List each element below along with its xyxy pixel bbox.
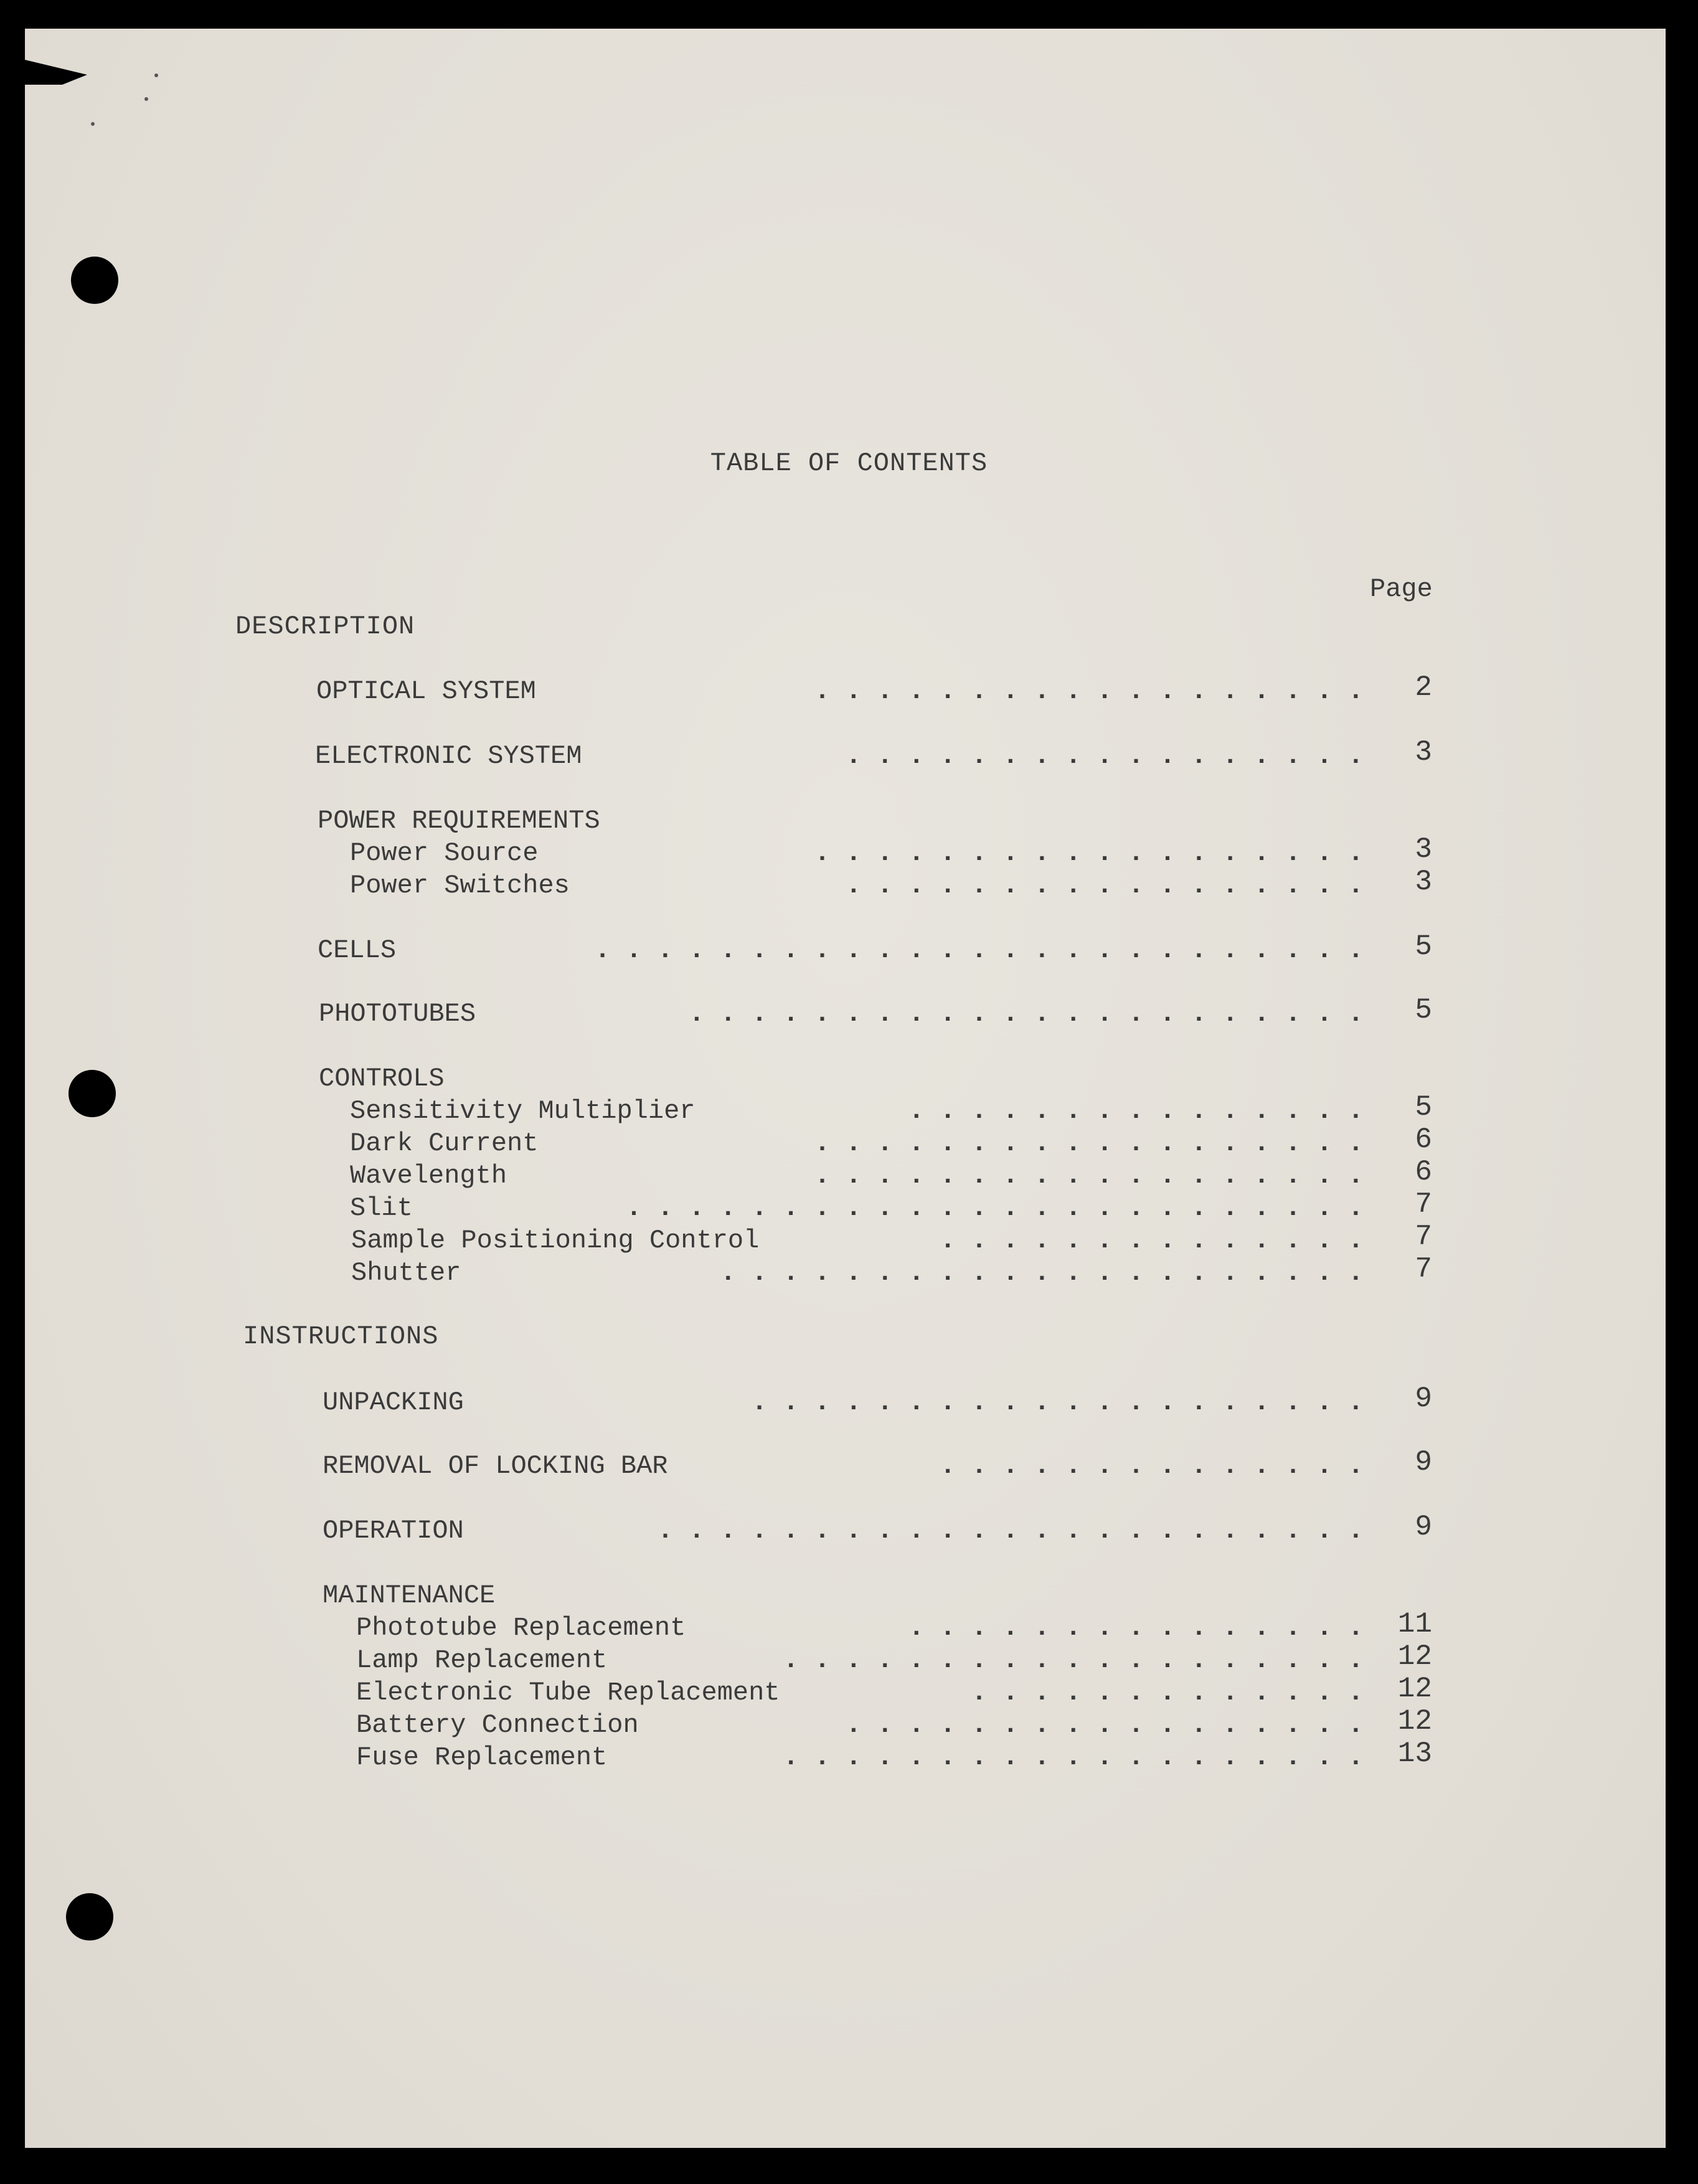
page-title: TABLE OF CONTENTS [710,448,988,478]
toc-entry-page: 7 [1415,1221,1432,1253]
binder-hole [71,257,118,304]
leader-dots: . . . . . . . . . . . . . . . [908,1613,1364,1643]
toc-entry-label: PHOTOTUBES [319,999,476,1029]
toc-entry-page: 9 [1415,1383,1432,1415]
leader-dots: . . . . . . . . . . . . . . . [908,1096,1364,1126]
leader-dots: . . . . . . . . . . . . . . . . . . [814,676,1364,706]
page-column-label: Page [1370,574,1433,604]
toc-entry-label: ELECTRONIC SYSTEM [315,741,582,771]
toc-subheading [0,1581,1698,1613]
toc-entry-label: REMOVAL OF LOCKING BAR [323,1451,668,1481]
leader-dots: . . . . . . . . . . . . . . . . . . [814,838,1364,868]
toc-entry[interactable] [0,930,1698,968]
toc-entry[interactable] [0,833,1698,871]
toc-entry-page: 9 [1415,1446,1432,1478]
toc-entry-page: 9 [1415,1511,1432,1543]
toc-entry-page: 7 [1415,1188,1432,1221]
paper-speck [91,122,95,126]
toc-entry-page: 13 [1397,1737,1432,1770]
section-heading-instructions: INSTRUCTIONS [243,1321,439,1351]
toc-entry-page: 3 [1415,866,1432,898]
leader-dots: . . . . . . . . . . . . . . . . . . [814,1161,1364,1191]
leader-dots: . . . . . . . . . . . . . . [940,1226,1364,1255]
toc-entry[interactable] [0,866,1698,903]
toc-entry-label: UNPACKING [323,1387,464,1417]
toc-subheading [0,806,1698,838]
toc-entry[interactable] [0,994,1698,1031]
toc-entry-label: Phototube Replacement [356,1613,686,1643]
toc-entry-label: Electronic Tube Replacement [356,1678,780,1708]
leader-dots: . . . . . . . . . . . . . . . . . . . . . . . . [626,1193,1364,1223]
section-heading-description: DESCRIPTION [235,612,415,641]
leader-dots: . . . . . . . . . . . . . . . . . . . [783,1645,1364,1675]
paper-speck [154,73,158,77]
toc-entry-page: 3 [1415,833,1432,866]
toc-entry-page: 12 [1397,1673,1432,1705]
toc-entry-page: 6 [1415,1123,1432,1156]
toc-entry[interactable] [0,1737,1698,1775]
paper-speck [144,97,148,101]
leader-dots: . . . . . . . . . . . . . . . . . . . [783,1742,1364,1772]
toc-subheading-label: MAINTENANCE [323,1581,496,1610]
toc-entry-page: 6 [1415,1156,1432,1188]
toc-entry[interactable] [0,1673,1698,1710]
leader-dots: . . . . . . . . . . . . . . . . . . . . [752,1387,1364,1417]
toc-entry-page: 3 [1415,736,1432,768]
toc-entry[interactable] [0,736,1698,773]
toc-entry[interactable] [0,1221,1698,1258]
toc-entry-label: Dark Current [350,1128,539,1158]
leader-dots: . . . . . . . . . . . . . . . . . [846,741,1364,771]
toc-entry[interactable] [0,671,1698,709]
toc-entry-label: Slit [350,1193,413,1223]
toc-entry-label: Battery Connection [356,1710,639,1740]
toc-entry-label: Power Source [350,838,539,868]
toc-entry[interactable] [0,1705,1698,1742]
toc-subheading-label: CONTROLS [319,1064,445,1094]
toc-entry[interactable] [0,1446,1698,1483]
toc-entry[interactable] [0,1383,1698,1420]
leader-dots: . . . . . . . . . . . . . . . . . . . . . . [689,999,1364,1029]
toc-entry-page: 11 [1397,1608,1432,1640]
leader-dots: . . . . . . . . . . . . . . [940,1451,1364,1481]
toc-subheading-label: POWER REQUIREMENTS [318,806,600,836]
toc-entry-label: Fuse Replacement [356,1742,608,1772]
leader-dots: . . . . . . . . . . . . . . . . . . . . . . . [657,1516,1364,1546]
toc-entry-page: 5 [1415,1091,1432,1123]
toc-entry-page: 12 [1397,1640,1432,1673]
toc-entry-label: OPTICAL SYSTEM [316,676,536,706]
toc-entry[interactable] [0,1640,1698,1678]
toc-entry-page: 12 [1397,1705,1432,1737]
toc-entry-label: Sensitivity Multiplier [350,1096,696,1126]
toc-entry-label: Power Switches [350,871,570,901]
toc-entry[interactable] [0,1123,1698,1161]
leader-dots: . . . . . . . . . . . . . . . . . [846,871,1364,901]
toc-entry-label: Sample Positioning Control [351,1226,760,1255]
leader-dots: . . . . . . . . . . . . . . . . . . . . . [720,1258,1364,1288]
leader-dots: . . . . . . . . . . . . . [971,1678,1364,1708]
toc-entry-label: Wavelength [350,1161,507,1191]
toc-entry[interactable] [0,1253,1698,1290]
toc-entry-label: OPERATION [323,1516,464,1546]
toc-entry[interactable] [0,1188,1698,1226]
toc-entry-label: Lamp Replacement [356,1645,608,1675]
binder-hole [66,1893,113,1941]
toc-entry-label: Shutter [351,1258,461,1288]
toc-entry-page: 5 [1415,930,1432,963]
toc-subheading [0,1064,1698,1096]
toc-entry-page: 7 [1415,1253,1432,1285]
toc-entry-label: CELLS [318,935,397,965]
toc-entry[interactable] [0,1511,1698,1548]
toc-entry[interactable] [0,1091,1698,1128]
toc-entry[interactable] [0,1608,1698,1645]
leader-dots: . . . . . . . . . . . . . . . . . . [814,1128,1364,1158]
toc-entry[interactable] [0,1156,1698,1193]
leader-dots: . . . . . . . . . . . . . . . . . [846,1710,1364,1740]
toc-entry-page: 5 [1415,994,1432,1026]
toc-entry-page: 2 [1415,671,1432,704]
leader-dots: . . . . . . . . . . . . . . . . . . . . . . . . . [594,935,1364,965]
